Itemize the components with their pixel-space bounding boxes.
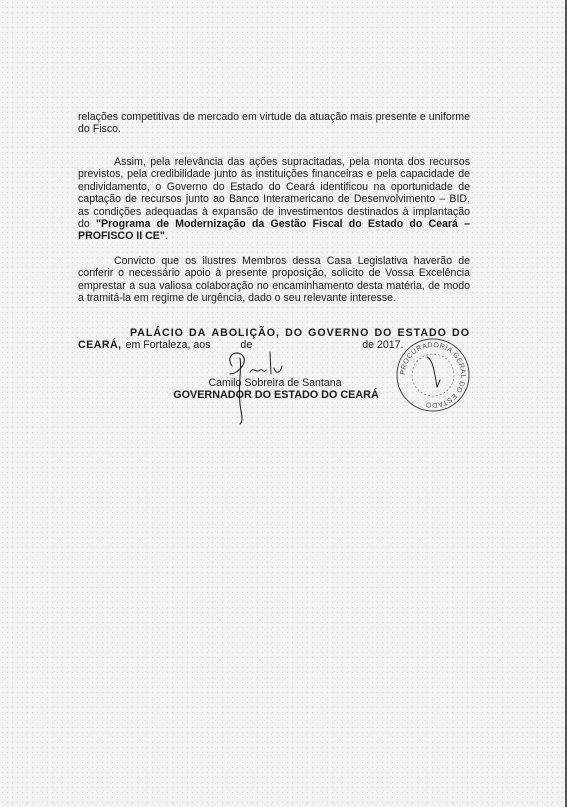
date-year: de 2017. bbox=[362, 339, 404, 352]
closing-word: ABOLIÇÃO, bbox=[211, 327, 280, 339]
date-month-connector: de bbox=[240, 339, 253, 352]
state-name: CEARÁ, bbox=[78, 339, 122, 352]
paragraph-end: . bbox=[164, 230, 168, 243]
stamp-text: PROCURADORIA GERAL DO ESTADO bbox=[399, 341, 467, 409]
closing-word: PALÁCIO bbox=[130, 327, 184, 339]
svg-text:PROCURADORIA GERAL DO ESTADO bbox=[400, 342, 466, 408]
closing-word: GOVERNO bbox=[308, 327, 370, 339]
program-name: "Programa de Modernização da Gestão Fiscal do Estado do Ceará – PROFISCO II CE" bbox=[78, 218, 470, 243]
paragraph-fiscal-relations bbox=[78, 111, 470, 136]
closing-word: DA bbox=[189, 327, 207, 339]
city-date-text: em Fortaleza, aos bbox=[125, 339, 211, 352]
signatory-name: Camilo Sobreira de Santana bbox=[208, 377, 342, 389]
paragraph-text: relações competitivas de mercado em virtude da atuação mais presente e uniforme do Fisco. bbox=[78, 111, 470, 136]
paragraph-text: Assim, pela relevância das ações supracitadas, pela monta dos recursos previstos, pela credibilidade junto às instituições financeiras e pela capacidade de endividamento, o Governo do Estado do Ceará identificou na oportunidade de captação de recursos junto ao Banco Interamericano de Desenvolvimento – BID, as condições adequadas à expansão de investimentos destinados à implantação do bbox=[78, 156, 470, 231]
paragraph-text: Convicto que os ilustres Membros dessa Casa Legislativa haverão de conferir o necessário apoio à presente proposição, solicito de Vossa Excelência emprestar a sua valiosa colaboração no encaminhamento desta matéria, de modo a tramitá-la em regime de urgência, dado o seu relevante interesse. bbox=[78, 255, 470, 305]
paragraph-urgency-request bbox=[78, 255, 470, 305]
closing-word: ESTADO bbox=[397, 327, 447, 339]
official-stamp bbox=[393, 335, 473, 415]
paragraph-profisco-justification bbox=[78, 156, 470, 243]
signatory-title: GOVERNADOR DO ESTADO DO CEARÁ bbox=[173, 389, 379, 401]
closing-word: DO bbox=[285, 327, 304, 339]
closing-word: DO bbox=[452, 327, 470, 339]
closing-word: DO bbox=[374, 327, 393, 339]
